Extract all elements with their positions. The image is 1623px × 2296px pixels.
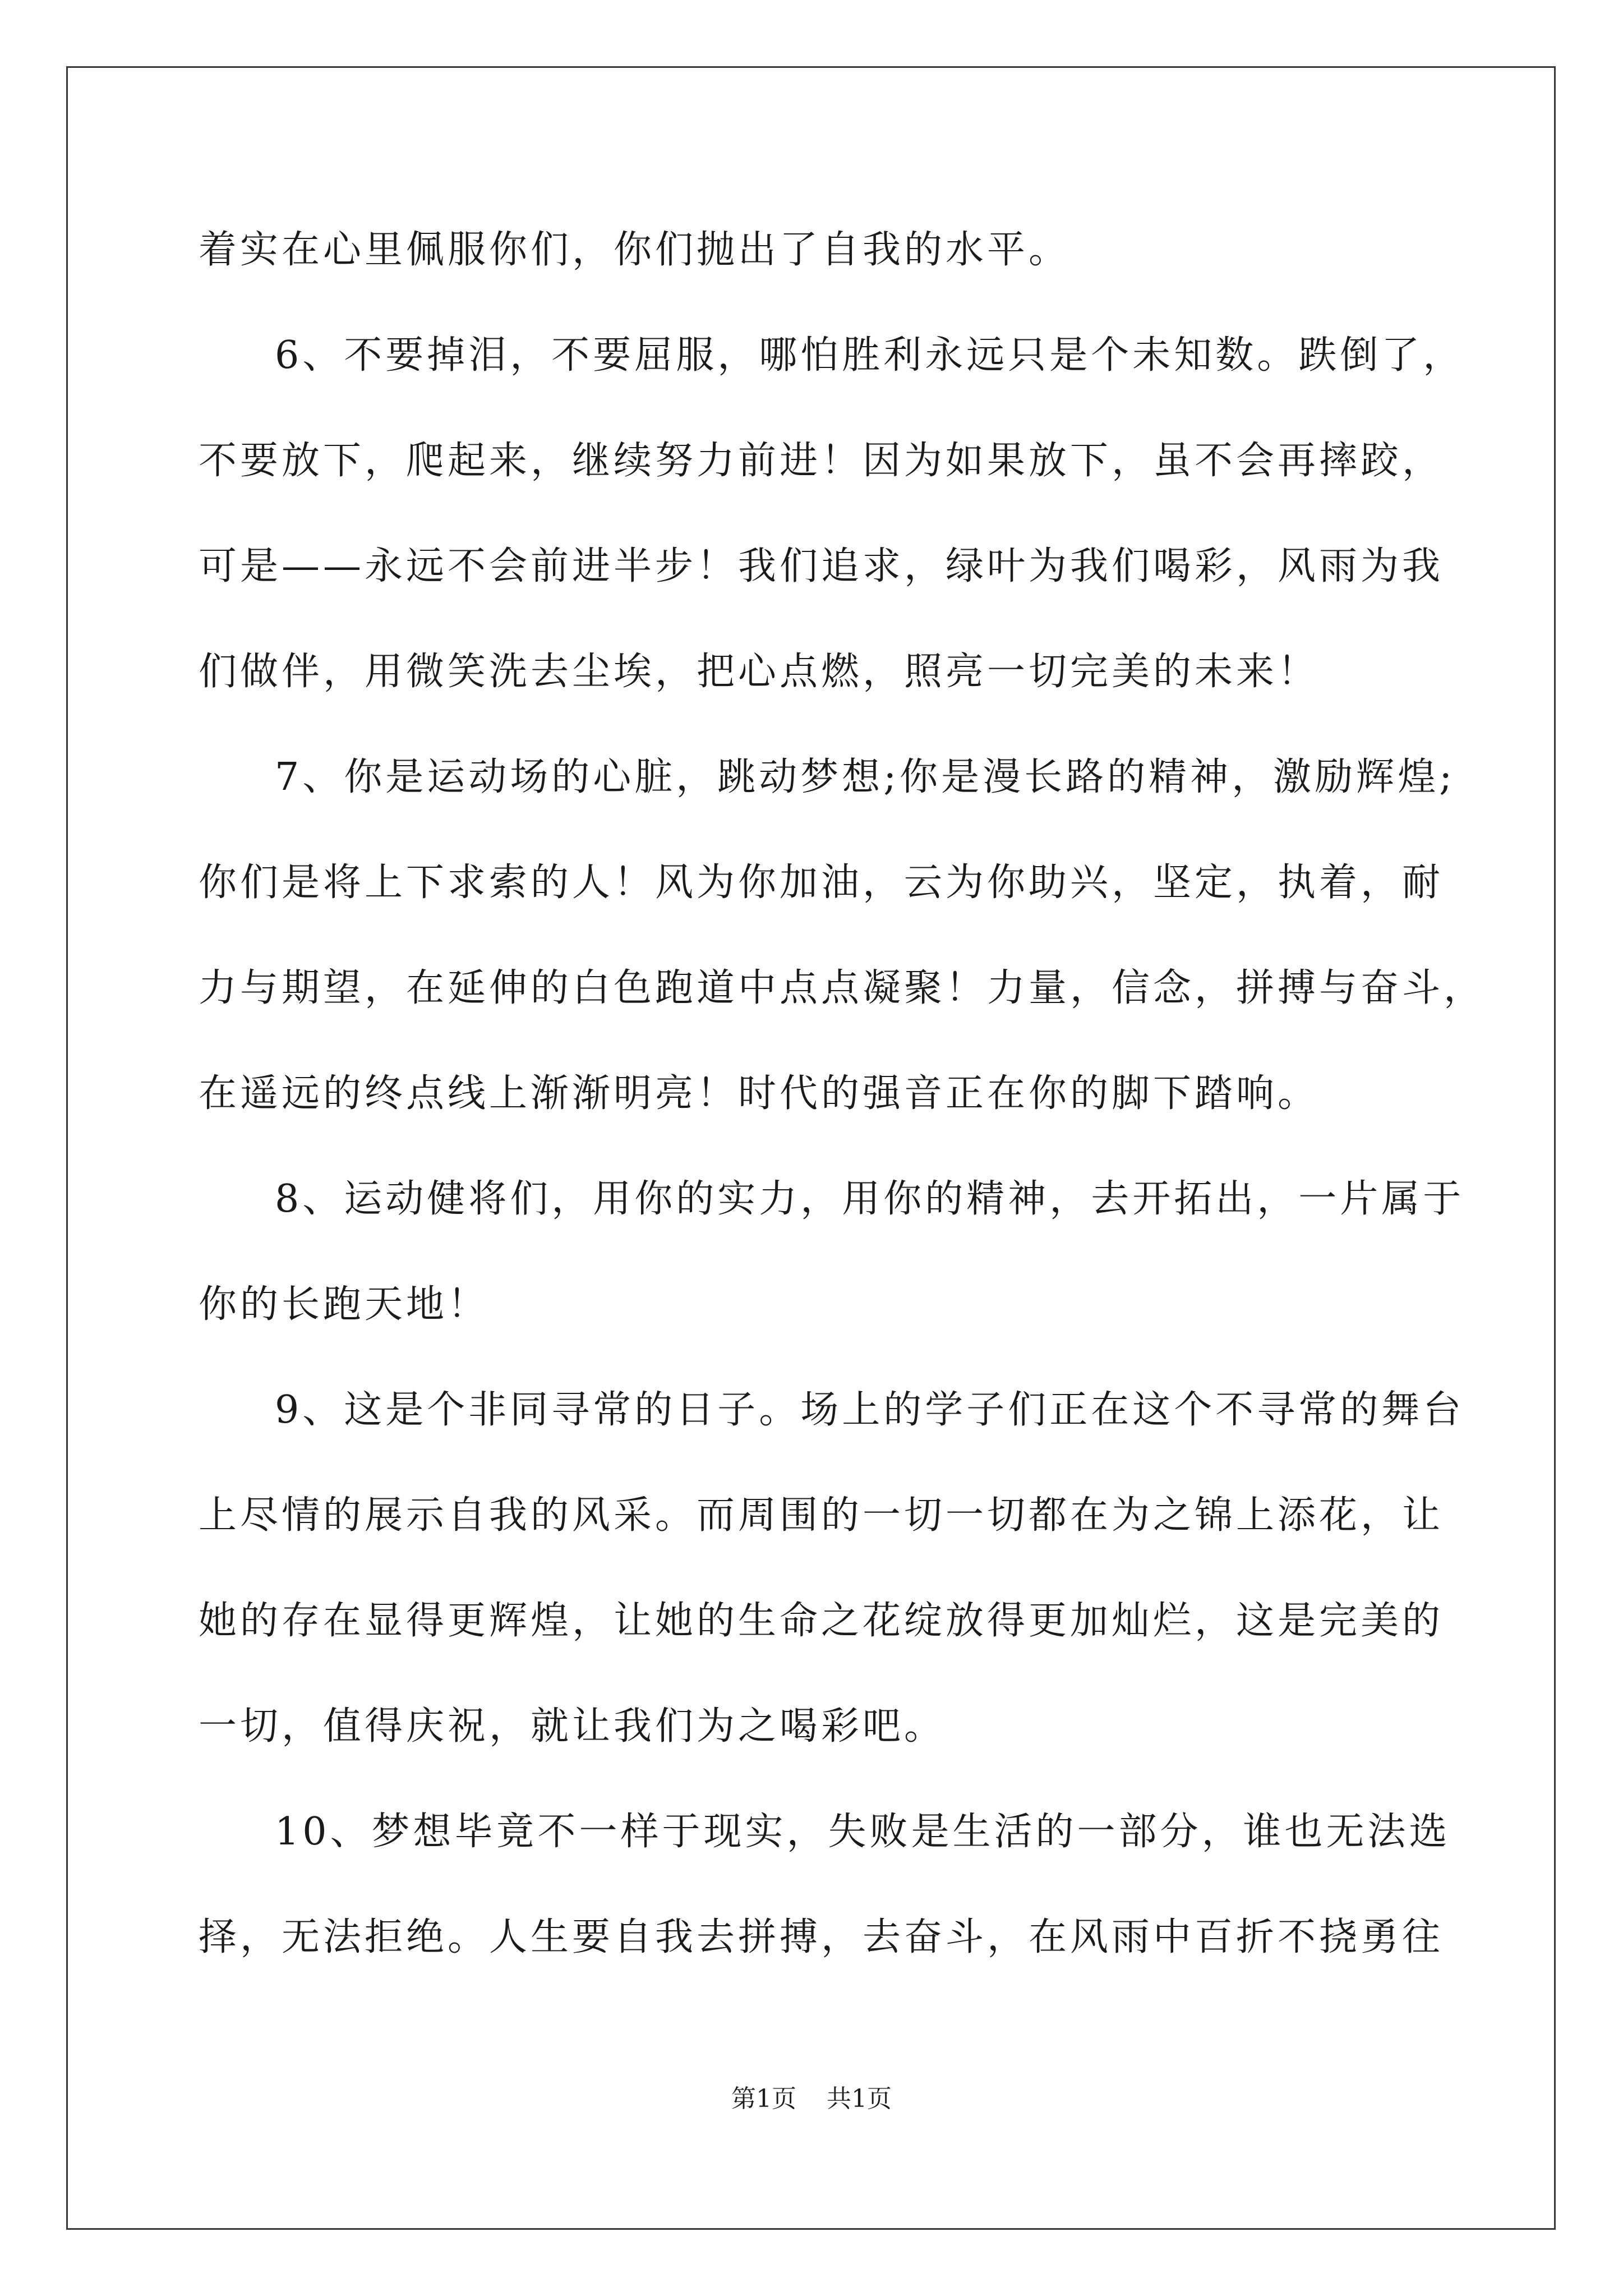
paragraph-8-start: 8、运动健将们，用你的实力，用你的精神，去开拓出，一片属于	[275, 1177, 1465, 1221]
total-pages: 共1页	[827, 2085, 892, 2113]
paragraph-9-start: 9、这是个非同寻常的日子。场上的学子们正在这个不寻常的舞台	[275, 1388, 1465, 1432]
text-line: 你们是将上下求索的人！风为你加油，云为你助兴，坚定，执着，耐	[199, 861, 1444, 905]
text-line: 不要放下，爬起来，继续努力前进！因为如果放下，虽不会再摔跤，	[199, 439, 1444, 483]
paragraph-7-start: 7、你是运动场的心脏，跳动梦想;你是漫长路的精神，激励辉煌;	[275, 755, 1456, 799]
text-line: 力与期望，在延伸的白色跑道中点点凝聚！力量，信念，拼搏与奋斗，	[199, 966, 1486, 1010]
paragraph-6-start: 6、不要掉泪，不要屈服，哪怕胜利永远只是个未知数。跌倒了，	[275, 333, 1465, 378]
text-line: 上尽情的展示自我的风采。而周围的一切一切都在为之锦上添花，让	[199, 1493, 1444, 1538]
text-line: 你的长跑天地！	[199, 1282, 490, 1327]
page-footer	[0, 2082, 1623, 2116]
document-body	[199, 197, 1486, 1990]
page-number: 第1页	[731, 2085, 796, 2113]
text-line: 在遥远的终点线上渐渐明亮！时代的强音正在你的脚下踏响。	[199, 1071, 1320, 1116]
text-line: 她的存在显得更辉煌，让她的生命之花绽放得更加灿烂，这是完美的	[199, 1599, 1444, 1643]
text-line: 们做伴，用微笑洗去尘埃，把心点燃，照亮一切完美的未来！	[199, 650, 1320, 694]
paragraph-10-start: 10、梦想毕竟不一样于现实，失败是生活的一部分，谁也无法选	[275, 1810, 1451, 1854]
text-line: 着实在心里佩服你们，你们抛出了自我的水平。	[199, 228, 1071, 272]
text-line: 一切，值得庆祝，就让我们为之喝彩吧。	[199, 1704, 946, 1749]
text-line: 择，无法拒绝。人生要自我去拼搏，去奋斗，在风雨中百折不挠勇往	[199, 1915, 1444, 1959]
text-line: 可是——永远不会前进半步！我们追求，绿叶为我们喝彩，风雨为我	[199, 544, 1444, 588]
